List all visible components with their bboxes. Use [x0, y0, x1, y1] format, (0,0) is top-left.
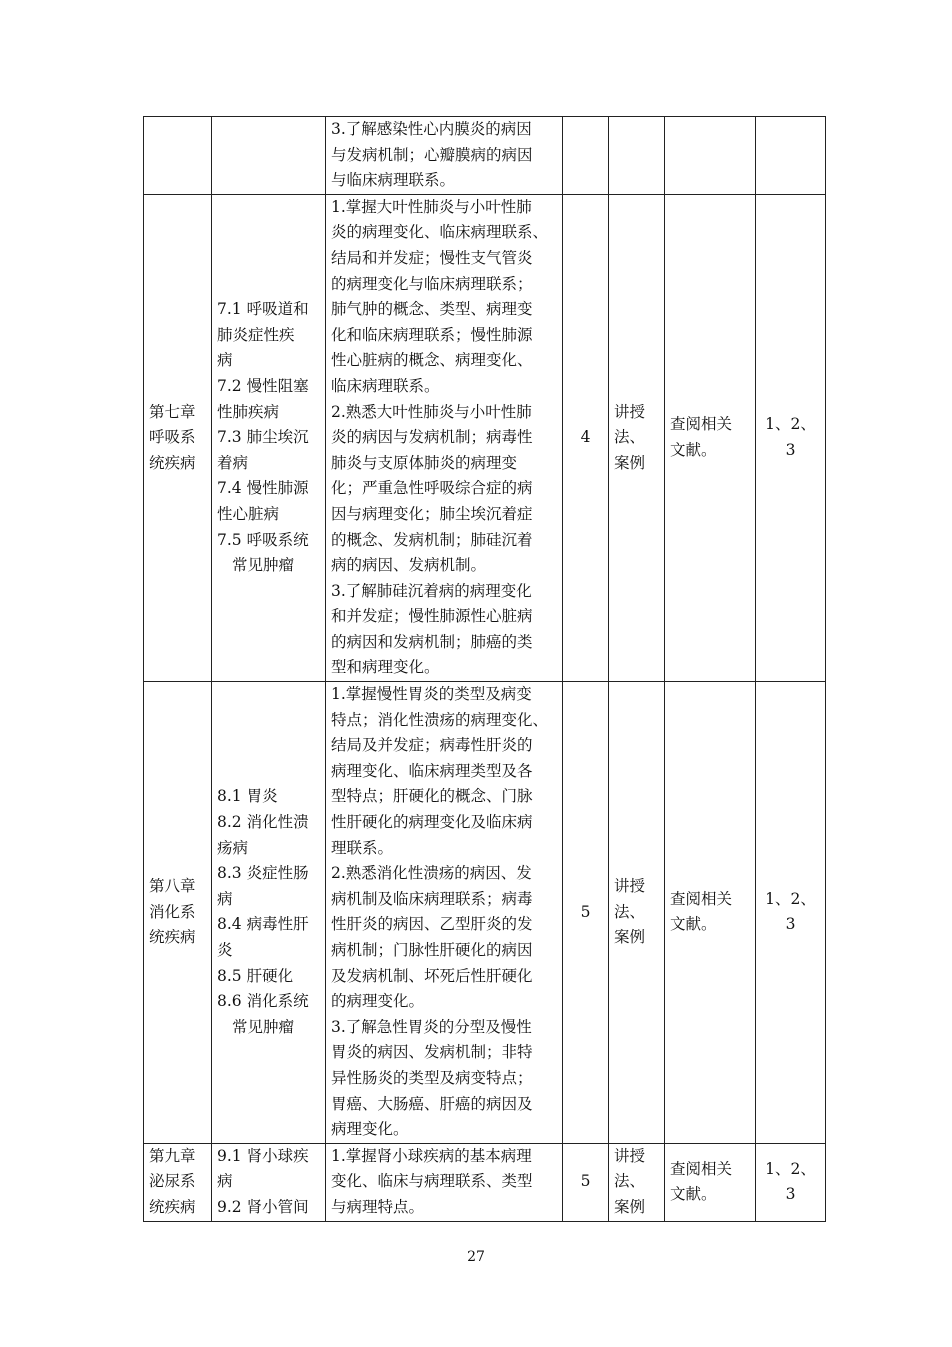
hours-cell: 4	[563, 194, 609, 681]
objectives-cell	[326, 117, 563, 195]
teaching-method-cell	[609, 117, 665, 195]
subtopic-line: 8.6 消化系统	[217, 992, 309, 1011]
objective-line: 因与病理变化；肺尘埃沉着症	[331, 504, 533, 523]
objective-line: 2.熟悉消化性溃疡的病因、发	[331, 864, 532, 883]
method-line: 法、	[614, 902, 646, 921]
chapter-title-line: 第九章	[149, 1146, 196, 1165]
table-row	[144, 1143, 826, 1221]
teaching-method-cell	[609, 682, 665, 1144]
subtopics-cell	[212, 194, 326, 681]
chapter-cell	[144, 682, 212, 1144]
subtopic-line: 病	[217, 889, 233, 908]
objective-line: 的病理变化与临床病理联系；	[331, 274, 533, 293]
chapter-title-line: 泌尿系	[149, 1172, 196, 1191]
objective-line: 型特点；肝硬化的概念、门脉	[331, 787, 533, 806]
objective-line: 临床病理联系。	[331, 376, 440, 395]
subtopic-line: 8.2 消化性溃	[217, 813, 309, 832]
reading-line: 查阅相关	[670, 1159, 733, 1178]
objective-line: 及发病机制、坏死后性肝硬化	[331, 966, 533, 985]
subtopic-line: 着病	[217, 453, 249, 472]
objective-line: 与临床病理联系。	[331, 171, 456, 190]
reading-line: 文献。	[670, 440, 717, 459]
subtopic-line: 8.4 病毒性肝	[217, 915, 309, 934]
subtopics-cell	[212, 117, 326, 195]
objective-line: 肺气肿的概念、类型、病理变	[331, 300, 533, 319]
method-line: 案例	[614, 928, 646, 947]
references-cell	[756, 117, 826, 195]
objectives-cell	[326, 194, 563, 681]
references-cell: 1、2、3	[756, 1143, 826, 1221]
objective-line: 病机制及临床病理联系；病毒	[331, 889, 533, 908]
chapter-cell	[144, 1143, 212, 1221]
references-cell: 1、2、3	[756, 682, 826, 1144]
objective-line: 结局和并发症；慢性支气管炎	[331, 248, 533, 267]
subtopic-line: 性心脏病	[217, 504, 280, 523]
chapter-title-line: 第七章	[149, 402, 196, 421]
chapter-title-line: 第八章	[149, 877, 196, 896]
method-line: 讲授	[614, 1146, 646, 1165]
subtopic-line: 8.1 胃炎	[217, 787, 278, 806]
subtopic-line: 病	[217, 351, 233, 370]
objective-line: 的病理变化。	[331, 992, 425, 1011]
objective-line: 与病理特点。	[331, 1197, 425, 1216]
hours-cell: 5	[563, 1143, 609, 1221]
objective-line: 3.了解急性胃炎的分型及慢性	[331, 1017, 532, 1036]
subtopics-cell	[212, 1143, 326, 1221]
table-body	[144, 117, 826, 1222]
subtopic-line: 炎	[217, 941, 233, 959]
page-number: 27	[467, 1249, 485, 1265]
objective-line: 性心脏病的概念、病理变化、	[331, 351, 533, 370]
objective-line: 化和临床病理联系；慢性肺源	[331, 325, 533, 344]
objectives-cell	[326, 1143, 563, 1221]
subtopic-line: 9.2 肾小管间	[217, 1197, 309, 1216]
table-row	[144, 682, 826, 1144]
objective-line: 变化、临床与病理联系、类型	[331, 1172, 533, 1191]
method-line: 讲授	[614, 402, 646, 421]
subtopic-line: 7.1 呼吸道和	[217, 300, 309, 319]
syllabus-table	[143, 116, 826, 1222]
chapter-title-line: 统疾病	[149, 928, 196, 947]
subtopics-cell	[212, 682, 326, 1144]
objective-line: 病理变化。	[331, 1120, 409, 1139]
objective-line: 3.了解肺硅沉着病的病理变化	[331, 581, 532, 600]
subtopic-line: 性肺疾病	[217, 402, 280, 421]
hours-cell	[563, 117, 609, 195]
subtopic-line: 8.5 肝硬化	[217, 966, 294, 985]
chapter-title-line: 呼吸系	[149, 428, 196, 447]
subtopic-line: 7.2 慢性阻塞	[217, 376, 309, 395]
chapter-title-line: 统疾病	[149, 453, 196, 472]
table-row	[144, 117, 826, 195]
table-row	[144, 194, 826, 681]
chapter-cell	[144, 194, 212, 681]
method-line: 法、	[614, 1172, 646, 1191]
reading-line: 文献。	[670, 1185, 717, 1204]
objective-line: 胃炎的病因、发病机制；非特	[331, 1043, 533, 1062]
objective-line: 性肝炎的病因、乙型肝炎的发	[331, 915, 533, 934]
objective-line: 的概念、发病机制；肺硅沉着	[331, 530, 533, 549]
reading-line: 查阅相关	[670, 889, 733, 908]
subtopic-line: 7.3 肺尘埃沉	[217, 428, 309, 447]
objective-line: 3.了解感染性心内膜炎的病因	[331, 120, 532, 138]
objective-line: 结局及并发症；病毒性肝炎的	[331, 736, 533, 755]
objective-line: 1.掌握肾小球疾病的基本病理	[331, 1146, 532, 1165]
method-line: 法、	[614, 428, 646, 447]
reading-line: 文献。	[670, 915, 717, 934]
method-line: 案例	[614, 453, 646, 472]
references-cell: 1、2、3	[756, 194, 826, 681]
teaching-method-cell	[609, 194, 665, 681]
subtopic-line: 7.4 慢性肺源	[217, 479, 309, 498]
subtopic-line: 9.1 肾小球疾	[217, 1146, 309, 1165]
objective-line: 炎的病理变化、临床病理联系、	[331, 223, 549, 242]
objective-line: 病的病因、发病机制。	[331, 556, 487, 575]
subtopic-line: 肺炎症性疾	[217, 325, 295, 344]
chapter-cell	[144, 117, 212, 195]
reading-line: 查阅相关	[670, 415, 733, 434]
subtopic-line: 病	[217, 1172, 233, 1191]
objective-line: 病机制；门脉性肝硬化的病因	[331, 941, 533, 959]
objective-line: 1.掌握大叶性肺炎与小叶性肺	[331, 197, 532, 216]
objective-line: 特点；消化性溃疡的病理变化、	[331, 710, 549, 729]
objective-line: 的病因和发病机制；肺癌的类	[331, 632, 533, 651]
objective-line: 异性肠炎的类型及病变特点；	[331, 1068, 533, 1087]
objective-line: 型和病理变化。	[331, 658, 440, 677]
teaching-method-cell	[609, 1143, 665, 1221]
self-study-cell	[665, 1143, 756, 1221]
objective-line: 化；严重急性呼吸综合症的病	[331, 479, 533, 498]
subtopic-line: 8.3 炎症性肠	[217, 864, 309, 883]
subtopic-line: 常见肿瘤	[232, 556, 295, 575]
method-line: 案例	[614, 1197, 646, 1216]
chapter-title-line: 消化系	[149, 902, 196, 921]
subtopic-line: 常见肿瘤	[232, 1017, 295, 1036]
hours-cell: 5	[563, 682, 609, 1144]
objective-line: 1.掌握慢性胃炎的类型及病变	[331, 685, 532, 704]
subtopic-line: 疡病	[217, 838, 249, 857]
objective-line: 理联系。	[331, 838, 394, 857]
objectives-cell	[326, 682, 563, 1144]
objective-line: 胃癌、大肠癌、肝癌的病因及	[331, 1094, 533, 1113]
method-line: 讲授	[614, 877, 646, 896]
subtopic-line: 7.5 呼吸系统	[217, 530, 309, 549]
objective-line: 与发病机制；心瓣膜病的病因	[331, 145, 533, 164]
objective-line: 和并发症；慢性肺源性心脏病	[331, 607, 533, 626]
objective-line: 2.熟悉大叶性肺炎与小叶性肺	[331, 402, 532, 421]
chapter-title-line: 统疾病	[149, 1197, 196, 1216]
self-study-cell	[665, 682, 756, 1144]
objective-line: 肺炎与支原体肺炎的病理变	[331, 453, 518, 472]
objective-line: 病理变化、临床病理类型及各	[331, 761, 533, 780]
objective-line: 炎的病因与发病机制；病毒性	[331, 428, 533, 447]
self-study-cell	[665, 194, 756, 681]
objective-line: 性肝硬化的病理变化及临床病	[331, 813, 533, 832]
self-study-cell	[665, 117, 756, 195]
